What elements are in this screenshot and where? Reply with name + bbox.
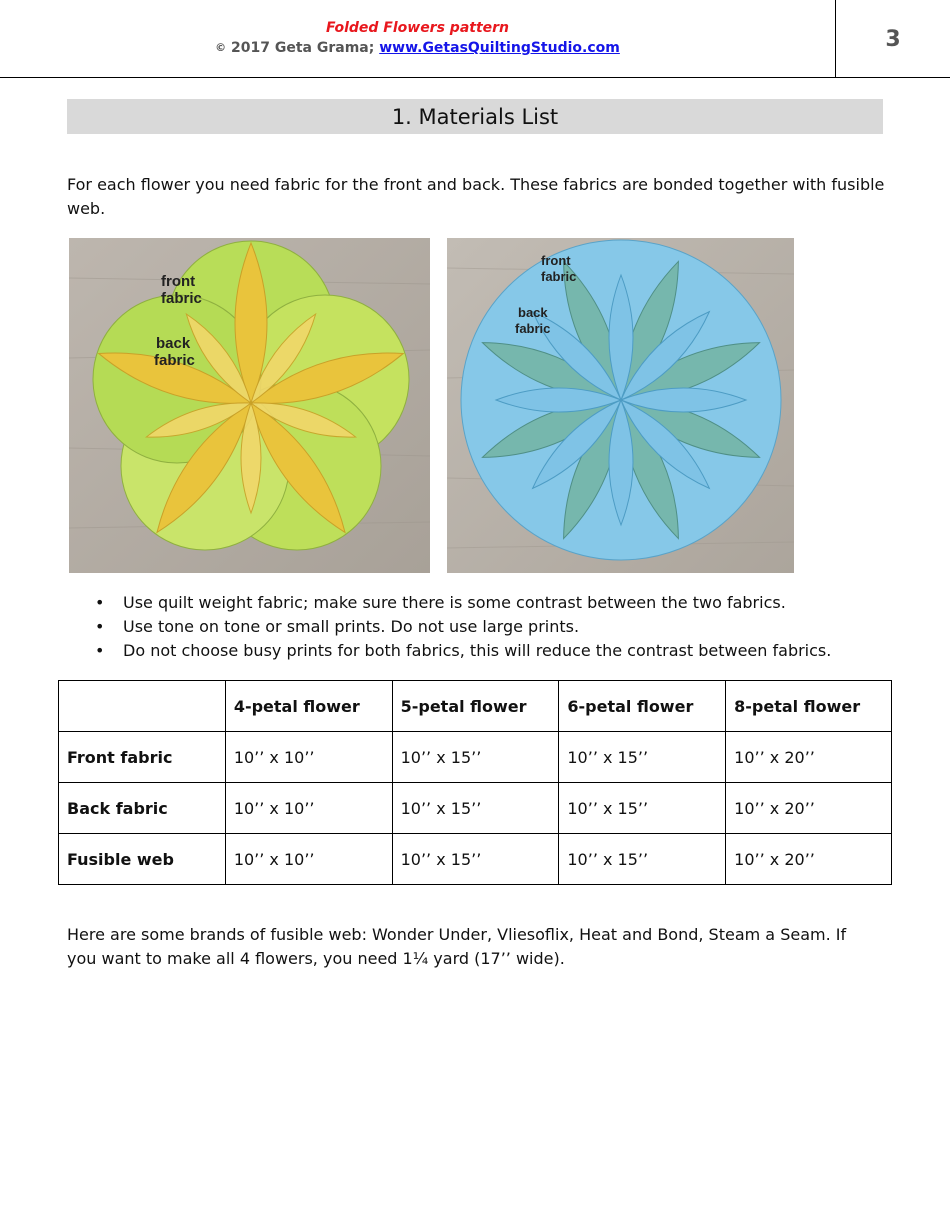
copyright-symbol: © [215, 41, 227, 54]
table-row [59, 783, 892, 834]
table-cell: 10’’ x 10’’ [225, 783, 392, 834]
table-row [59, 834, 892, 885]
table-row [59, 732, 892, 783]
table-cell: 10’’ x 15’’ [392, 783, 559, 834]
list-item: • Use quilt weight fabric; make sure there is some contrast between the two fabrics. [95, 591, 831, 615]
table-header-cell: 5-petal flower [392, 681, 559, 732]
table-cell: 10’’ x 20’’ [726, 783, 892, 834]
fabric-size-table [58, 680, 892, 885]
flower-photo-blue-teal [447, 238, 794, 573]
table-header-cell [59, 681, 226, 732]
table-header-cell: 6-petal flower [559, 681, 726, 732]
row-label: Back fabric [59, 783, 226, 834]
document-title: Folded Flowers pattern [325, 20, 510, 36]
back-fabric-label: fabric [515, 321, 551, 336]
row-label: Front fabric [59, 732, 226, 783]
table-cell: 10’’ x 20’’ [726, 834, 892, 885]
table-cell: 10’’ x 15’’ [559, 783, 726, 834]
table-cell: 10’’ x 10’’ [225, 834, 392, 885]
fusible-web-paragraph: Here are some brands of fusible web: Wonder Under, Vliesoflix, Heat and Bond, Steam a Seam. If you want to make all 4 flowers, you need 1¼ yard (17’’ wide). [67, 925, 847, 968]
copyright-line [0, 40, 835, 56]
tips-list [95, 591, 831, 663]
copyright-text: 2017 Geta Grama; [231, 40, 375, 56]
table-header-row [59, 681, 892, 732]
front-fabric-label: fabric [541, 269, 577, 284]
table-header-cell: 8-petal flower [726, 681, 892, 732]
back-fabric-label: fabric [154, 352, 195, 369]
row-label: Fusible web [59, 834, 226, 885]
table-cell: 10’’ x 20’’ [726, 732, 892, 783]
list-item: • Do not choose busy prints for both fabrics, this will reduce the contrast between fabrics. [95, 639, 831, 663]
front-fabric-label: fabric [161, 290, 202, 307]
table-cell: 10’’ x 15’’ [559, 834, 726, 885]
page-number: 3 [885, 27, 901, 52]
list-item: • Use tone on tone or small prints. Do not use large prints. [95, 615, 831, 639]
front-fabric-label: front [541, 253, 571, 268]
table-cell: 10’’ x 15’’ [392, 732, 559, 783]
section-heading: 1. Materials List [67, 99, 883, 134]
front-fabric-label: front [161, 273, 196, 290]
table-cell: 10’’ x 15’’ [392, 834, 559, 885]
table-header-cell: 4-petal flower [225, 681, 392, 732]
flower-photo-yellow-green [69, 238, 430, 573]
header-divider [0, 77, 950, 78]
back-fabric-label: back [518, 305, 548, 320]
table-cell: 10’’ x 15’’ [559, 732, 726, 783]
website-link[interactable]: www.GetasQuiltingStudio.com [379, 40, 620, 56]
header-vertical-divider [835, 0, 836, 78]
intro-paragraph: For each flower you need fabric for the front and back. These fabrics are bonded together with fusible web. [67, 175, 885, 218]
table-cell: 10’’ x 10’’ [225, 732, 392, 783]
back-fabric-label: back [156, 335, 191, 352]
